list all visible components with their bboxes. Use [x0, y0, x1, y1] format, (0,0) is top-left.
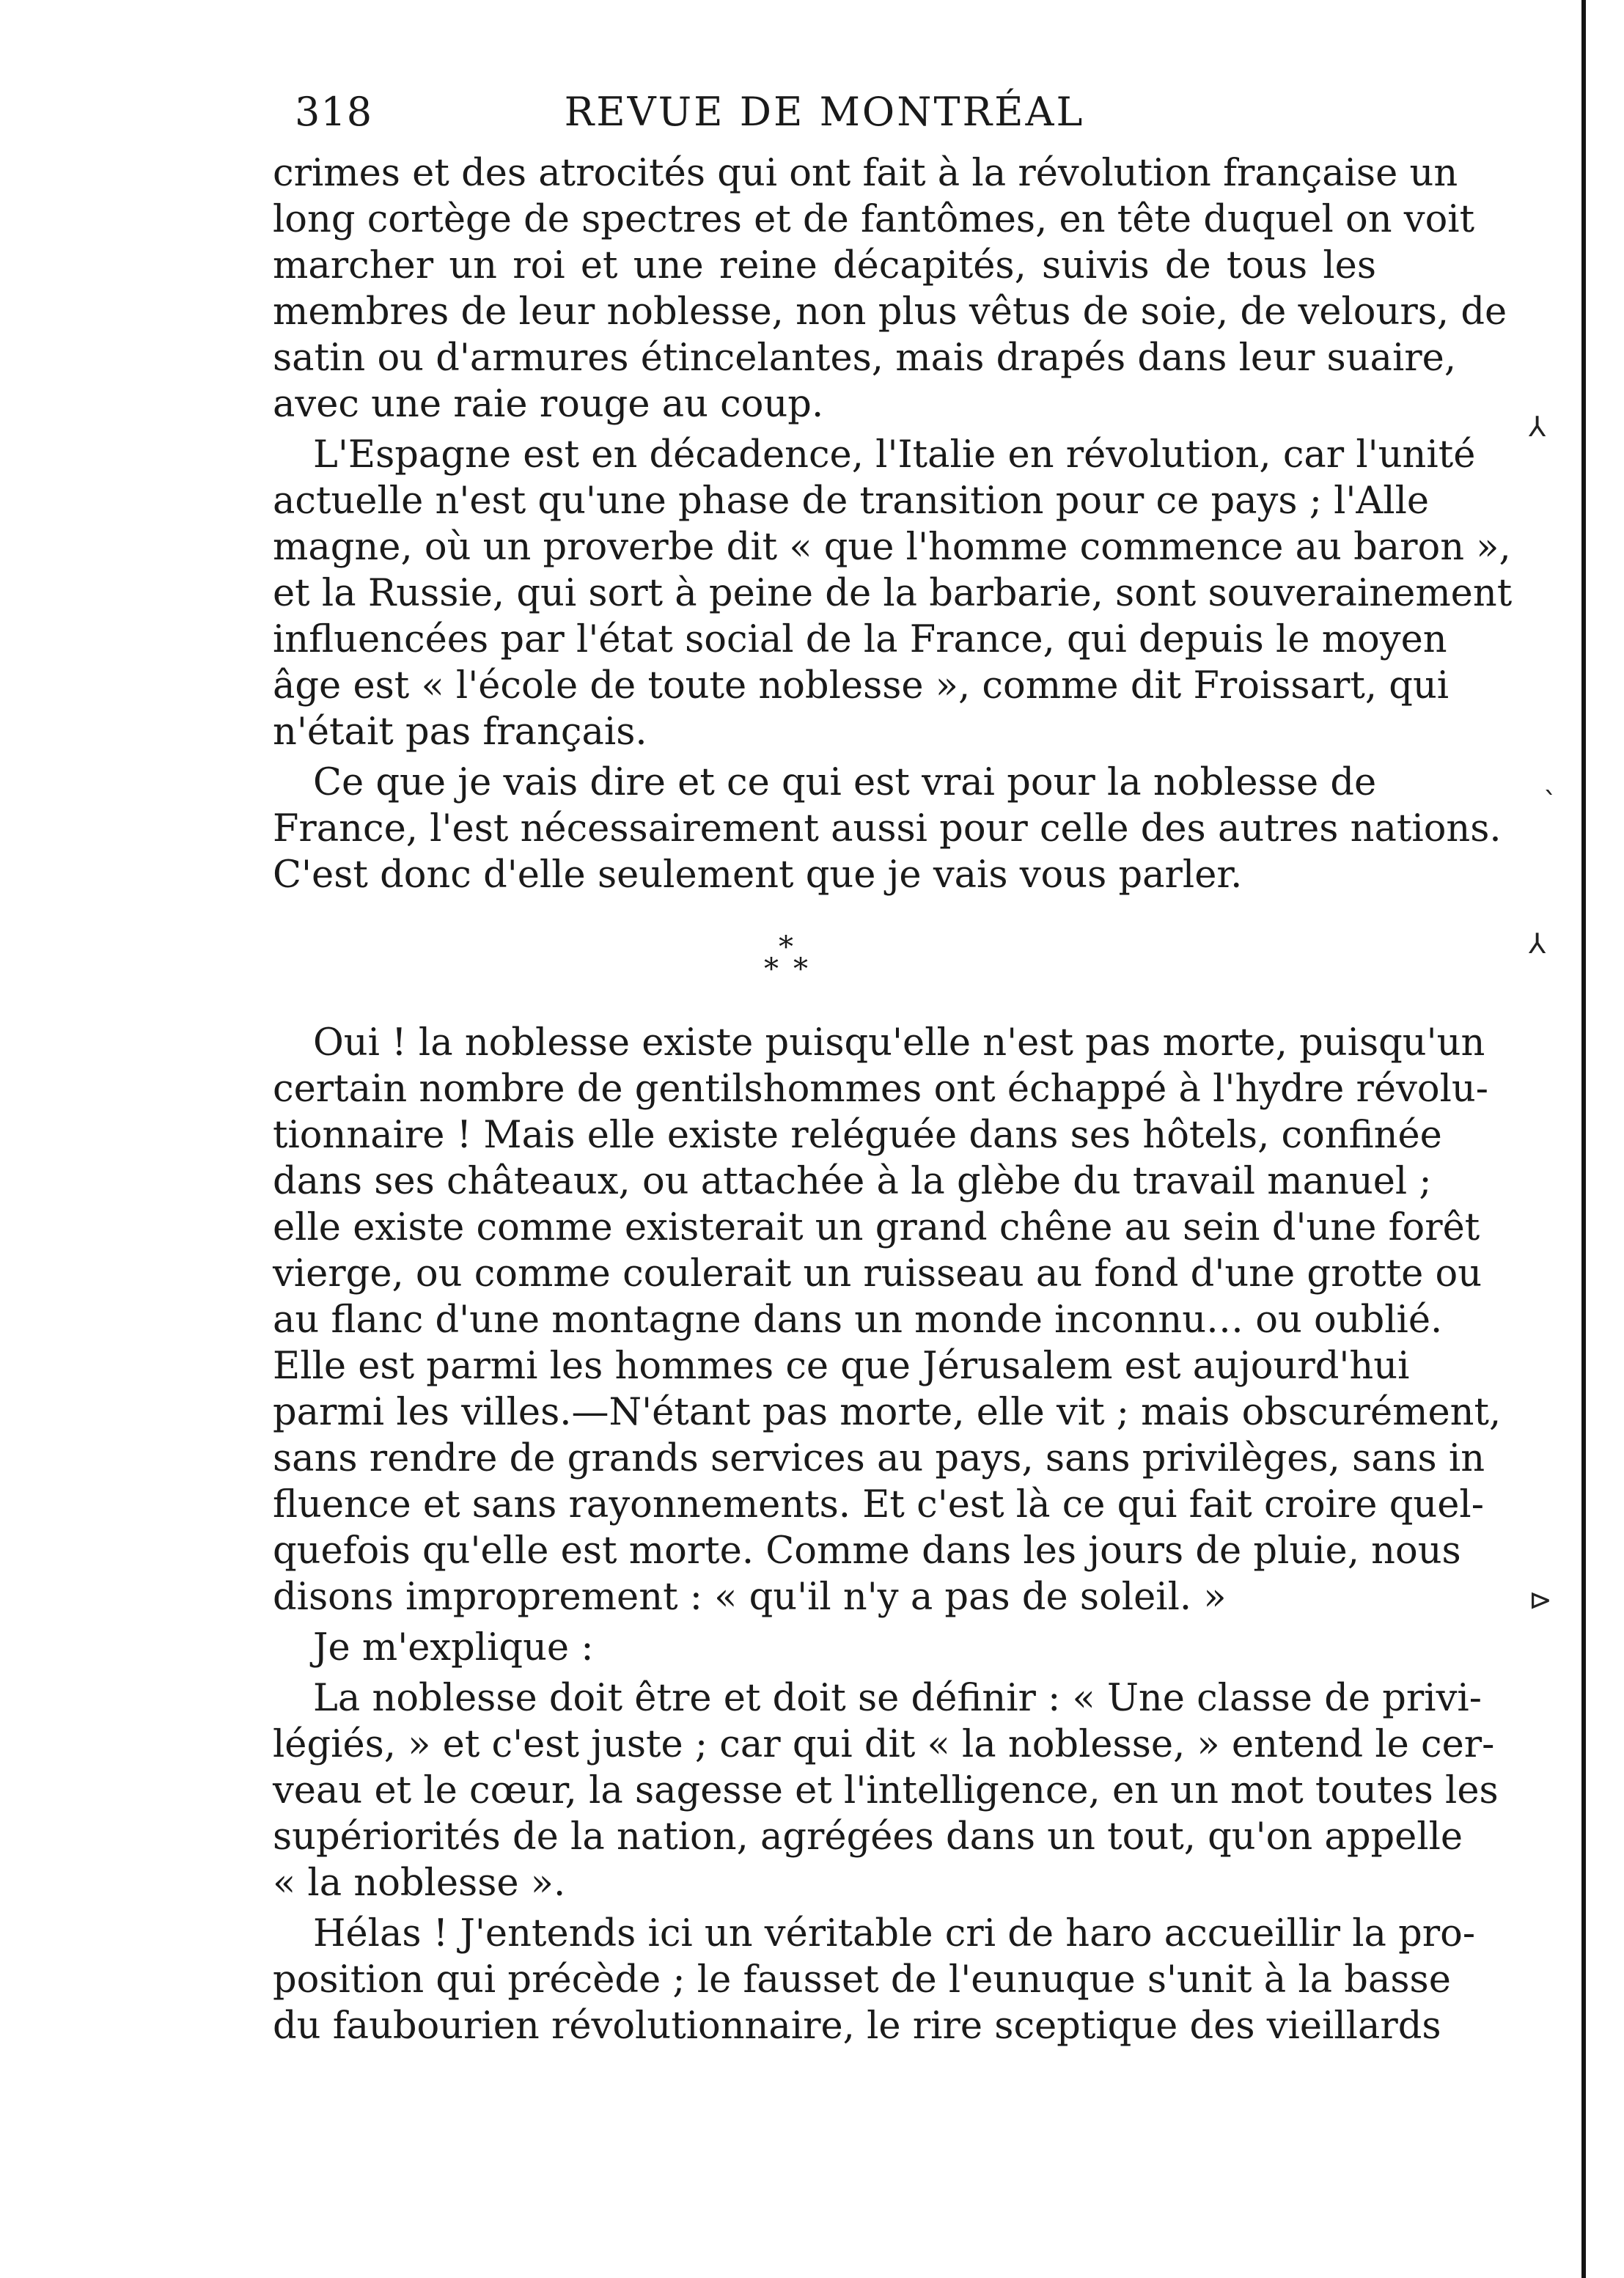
text-line: supériorités de la nation, agrégées dans un tout, qu'on appelle [273, 1815, 1463, 1859]
text-line: parmi les villes.—N'étant pas morte, elle vit ; mais obscurément, [273, 1391, 1502, 1434]
margin-mark: ⊳ [1529, 1584, 1552, 1616]
text-line: tionnaire ! Mais elle existe reléguée dans ses hôtels, confinée [273, 1114, 1442, 1157]
text-line: C'est donc d'elle seulement que je vais vous parler. [273, 853, 1243, 897]
paragraph [273, 150, 1507, 427]
text-line: Oui ! la noblesse existe puisqu'elle n'est pas morte, puisqu'un [313, 1021, 1485, 1065]
page-content [273, 70, 1513, 2054]
paragraph [273, 1625, 1376, 1671]
text-line: sans rendre de grands services au pays, sans privilèges, sans in [273, 1437, 1485, 1480]
text-line: du faubourien révolutionnaire, le rire sceptique des vieillards [273, 2005, 1441, 2048]
text-line: légiés, » et c'est juste ; car qui dit « la noblesse, » entend le cer- [273, 1723, 1495, 1766]
text-line: au flanc d'une montagne dans un monde inconnu… ou oublié. [273, 1298, 1443, 1342]
text-line: France, l'est nécessairement aussi pour celle des autres nations. [273, 807, 1502, 850]
paragraph [273, 1675, 1499, 1906]
text-line: L'Espagne est en décadence, l'Italie en révolution, car l'unité [313, 433, 1476, 477]
text-line: Hélas ! J'entends ici un véritable cri de haro accueillir la pro- [313, 1912, 1476, 1955]
text-line: et la Russie, qui sort à peine de la barbarie, sont souverainement [273, 572, 1513, 615]
text-line: disons improprement : « qu'il n'y a pas de soleil. » [273, 1576, 1227, 1619]
text-line: « la noblesse ». [273, 1862, 566, 1905]
paragraph [273, 760, 1502, 898]
text-line: Elle est parmi les hommes ce que Jérusalem est aujourd'hui [273, 1345, 1410, 1388]
margin-mark: ˎ [1543, 763, 1557, 795]
text-line: avec une raie rouge au coup. [273, 383, 824, 426]
text-line: position qui précède ; le fausset de l'eunuque s'unit à la basse [273, 1958, 1451, 2002]
text-line: elle existe comme existerait un grand chêne au sein d'une forêt [273, 1206, 1480, 1249]
text-line: veau et le cœur, la sagesse et l'intelligence, en un mot toutes les [273, 1769, 1499, 1812]
text-line: long cortège de spectres et de fantômes, en tête duquel on voit [273, 198, 1475, 241]
asterism-star: * [764, 952, 779, 986]
text-line: n'était pas français. [273, 710, 647, 754]
text-line: quefois qu'elle est morte. Comme dans les jours de pluie, nous [273, 1529, 1461, 1573]
text-line: marcher un roi et une reine décapités, suivis de tous les [273, 244, 1376, 287]
margin-mark: ⅄ [1529, 411, 1546, 443]
text-line: actuelle n'est qu'une phase de transition pour ce pays ; l'Alle [273, 480, 1430, 523]
text-line: membres de leur noblesse, non plus vêtus de soie, de velours, de [273, 290, 1507, 334]
margin-mark: ⅄ [1529, 927, 1546, 960]
page-number: 318 [295, 89, 373, 135]
journal-title: REVUE DE MONTRÉAL [564, 89, 1085, 135]
text-line: influencées par l'état social de la France, qui depuis le moyen [273, 618, 1447, 661]
paragraph [273, 1911, 1476, 2049]
text-line: La noblesse doit être et doit se définir : « Une classe de privi- [313, 1677, 1482, 1720]
body-text [273, 150, 1513, 2049]
text-line: fluence et sans rayonnements. Et c'est là ce qui fait croire quel- [273, 1483, 1484, 1526]
right-margin-rule [1581, 0, 1586, 2278]
text-line: crimes et des atrocités qui ont fait à la révolution française un [273, 152, 1458, 195]
asterism-star: * [793, 952, 808, 986]
paragraph [273, 432, 1513, 755]
text-line: Je m'explique : [313, 1626, 594, 1669]
text-line: dans ses châteaux, ou attachée à la glèbe du travail manuel ; [273, 1160, 1432, 1203]
text-line: vierge, ou comme coulerait un ruisseau au fond d'une grotte ou [273, 1252, 1482, 1296]
section-break [273, 903, 1376, 1020]
text-line: satin ou d'armures étincelantes, mais drapés dans leur suaire, [273, 337, 1457, 380]
paragraph [273, 1020, 1502, 1620]
running-head [273, 70, 1376, 150]
text-line: Ce que je vais dire et ce qui est vrai pour la noblesse de [313, 761, 1377, 804]
text-line: magne, où un proverbe dit « que l'homme commence au baron », [273, 526, 1511, 569]
text-line: certain nombre de gentilshommes ont échappé à l'hydre révolu- [273, 1068, 1488, 1111]
asterism-star: * [779, 930, 793, 964]
text-line: âge est « l'école de toute noblesse », comme dit Froissart, qui [273, 664, 1450, 708]
